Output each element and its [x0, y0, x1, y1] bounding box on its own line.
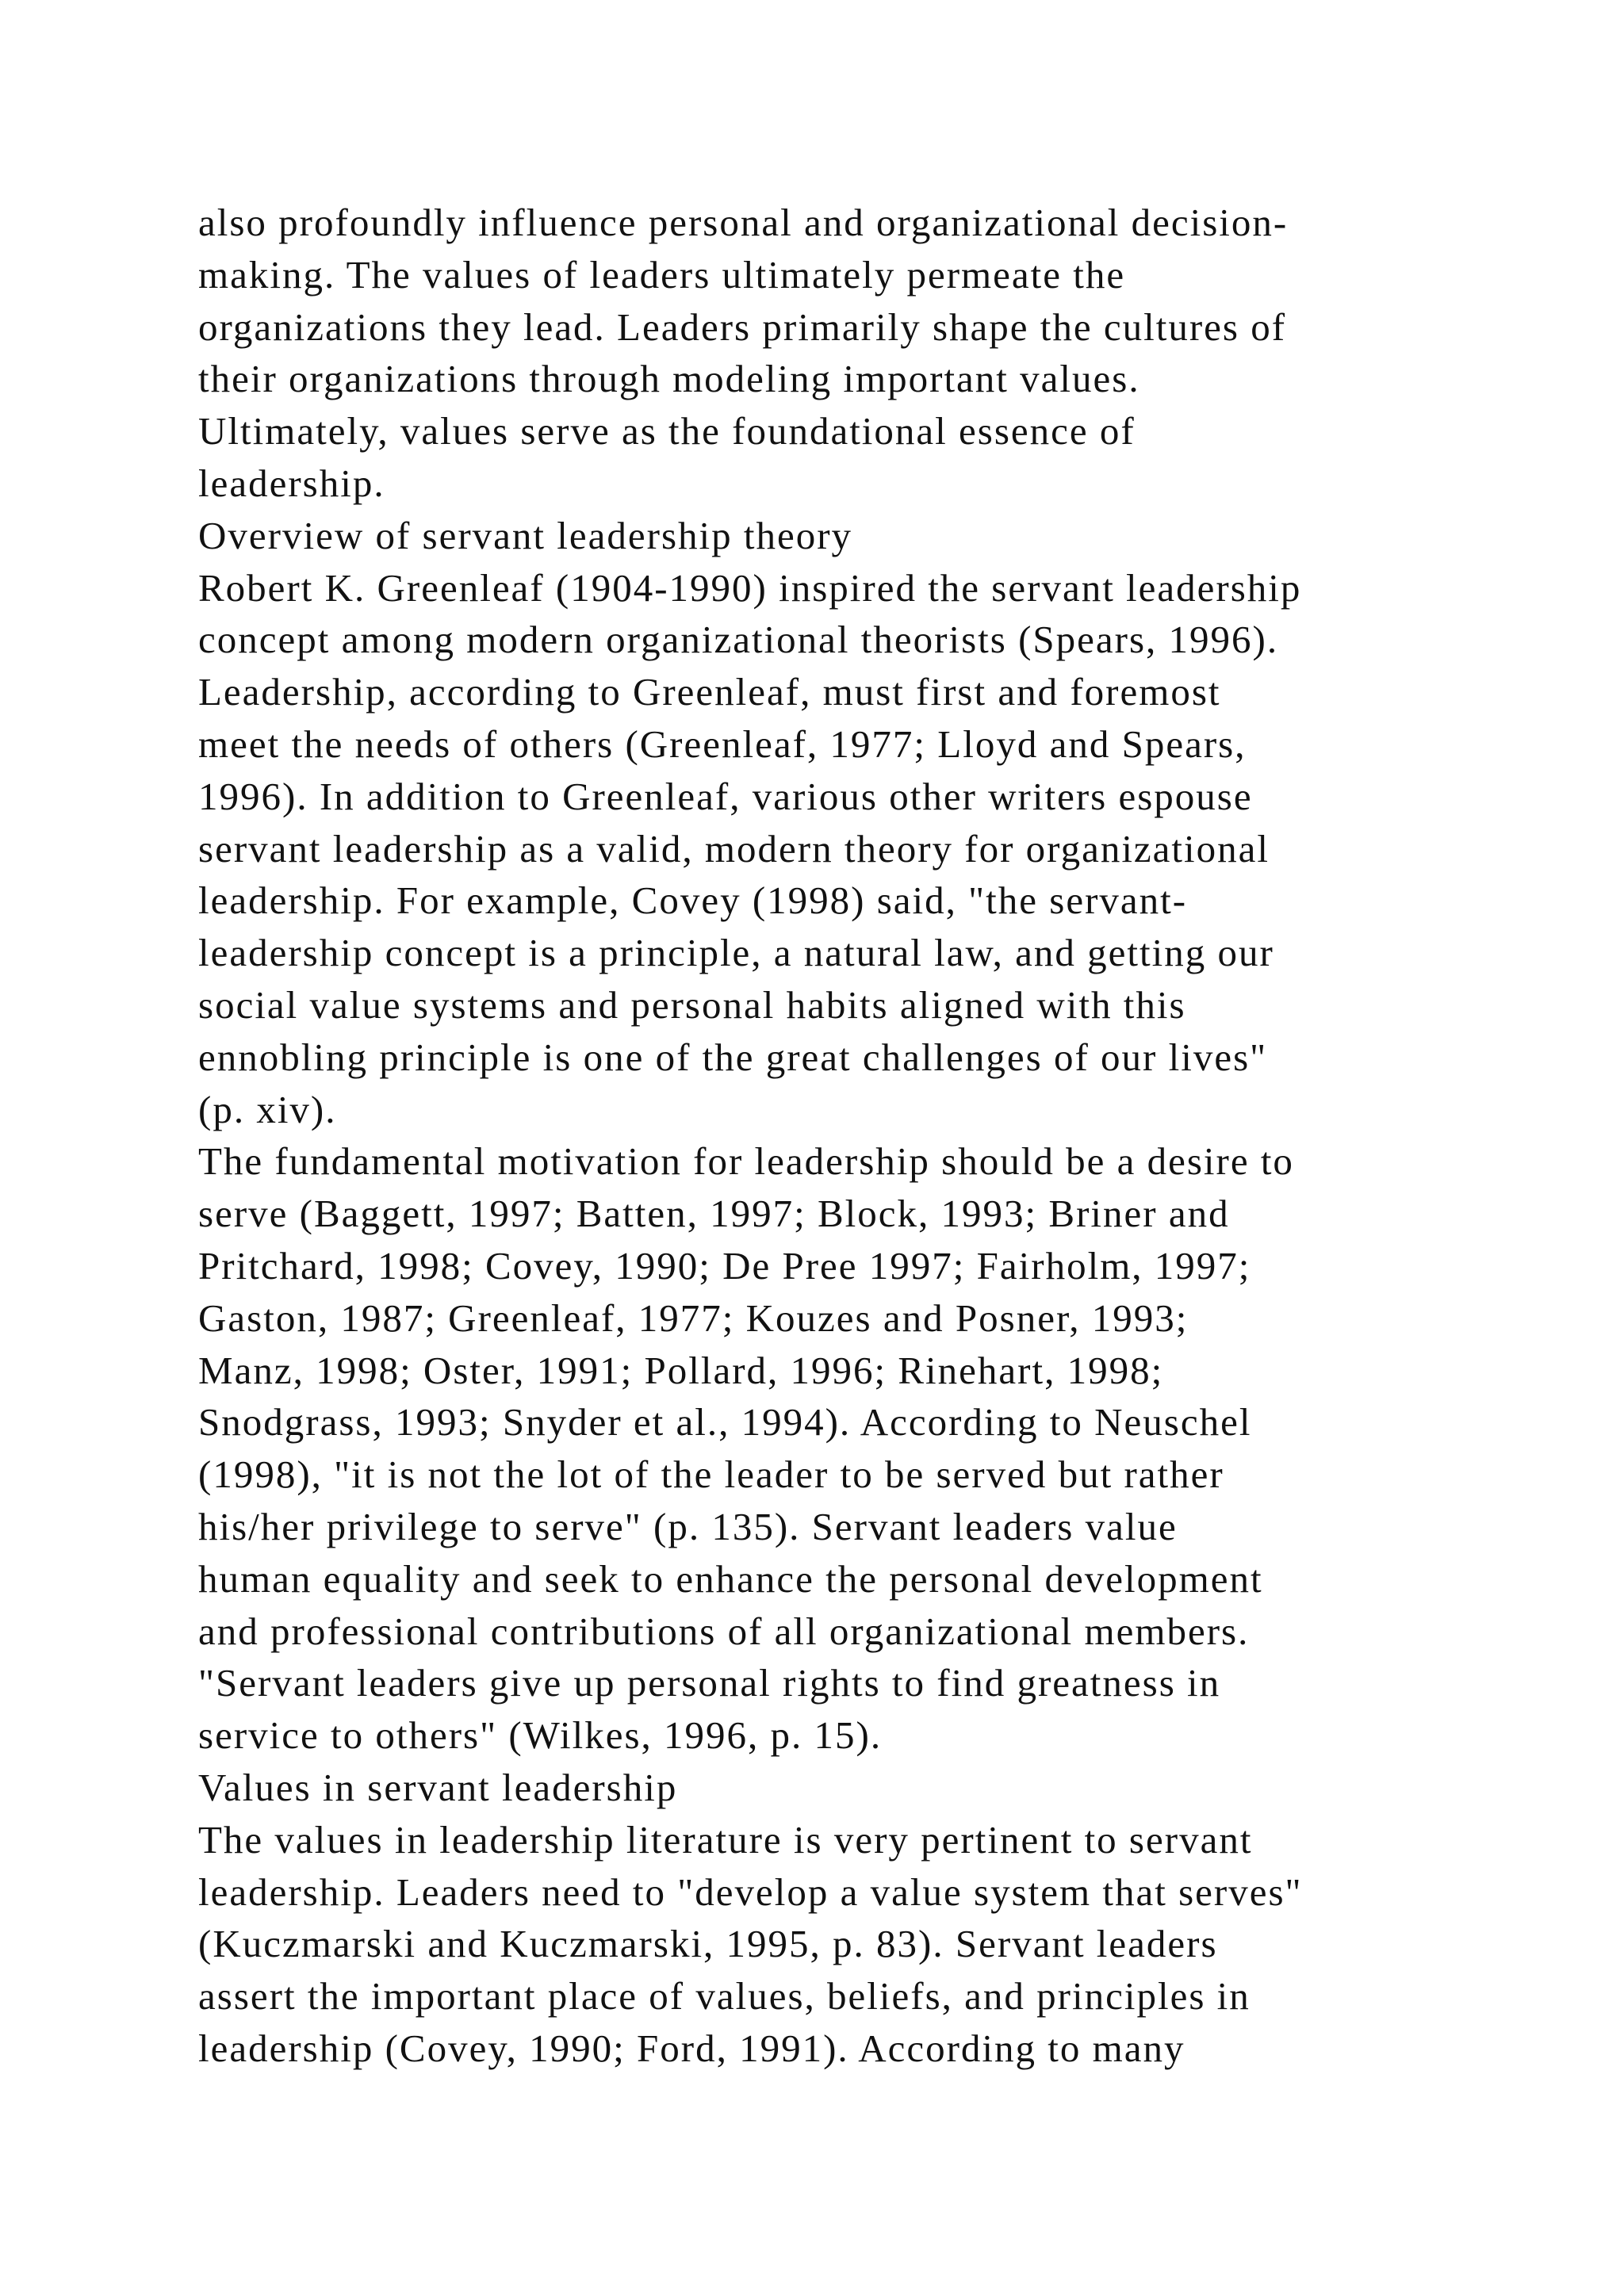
- text-line: ennobling principle is one of the great challenges of our lives": [198, 1035, 1268, 1079]
- text-line: making. The values of leaders ultimately permeate the: [198, 252, 1126, 297]
- text-line: and professional contributions of all organizational members.: [198, 1609, 1250, 1653]
- text-line: (1998), "it is not the lot of the leader to be served but rather: [198, 1452, 1224, 1497]
- text-line: organizations they lead. Leaders primarily shape the cultures of: [198, 304, 1287, 349]
- text-line: Gaston, 1987; Greenleaf, 1977; Kouzes and Posner, 1993;: [198, 1295, 1189, 1340]
- document-page: [198, 197, 1507, 2075]
- text-line: leadership. For example, Covey (1998) said, "the servant-: [198, 878, 1188, 923]
- text-line: "Servant leaders give up personal rights to find greatness in: [198, 1661, 1221, 1705]
- text-line: Pritchard, 1998; Covey, 1990; De Pree 1997; Fairholm, 1997;: [198, 1243, 1251, 1288]
- text-line: leadership.: [198, 461, 385, 505]
- text-line: Leadership, according to Greenleaf, must first and foremost: [198, 670, 1221, 714]
- text-line: Manz, 1998; Oster, 1991; Pollard, 1996; Rinehart, 1998;: [198, 1348, 1164, 1392]
- text-line: The values in leadership literature is very pertinent to servant: [198, 1817, 1253, 1862]
- text-line: service to others" (Wilkes, 1996, p. 15).: [198, 1713, 883, 1758]
- text-line: social value systems and personal habits aligned with this: [198, 982, 1186, 1027]
- text-line: (p. xiv).: [198, 1087, 337, 1131]
- text-line: serve (Baggett, 1997; Batten, 1997; Block, 1993; Briner and: [198, 1192, 1230, 1236]
- text-line: Robert K. Greenleaf (1904-1990) inspired the servant leadership: [198, 565, 1302, 610]
- text-line: Snodgrass, 1993; Snyder et al., 1994). According to Neuschel: [198, 1400, 1252, 1445]
- text-line: leadership (Covey, 1990; Ford, 1991). According to many: [198, 2026, 1185, 2070]
- text-line: 1996). In addition to Greenleaf, various other writers espouse: [198, 774, 1253, 818]
- text-line: concept among modern organizational theorists (Spears, 1996).: [198, 618, 1279, 662]
- text-line: assert the important place of values, beliefs, and principles in: [198, 1974, 1251, 2019]
- text-line: his/her privilege to serve" (p. 135). Servant leaders value: [198, 1504, 1178, 1548]
- text-line: leadership. Leaders need to "develop a value system that serves": [198, 1869, 1303, 1914]
- text-line: The fundamental motivation for leadership should be a desire to: [198, 1139, 1294, 1184]
- text-line: their organizations through modeling important values.: [198, 357, 1140, 401]
- text-line: servant leadership as a valid, modern theory for organizational: [198, 826, 1270, 871]
- section-heading: Values in servant leadership: [198, 1765, 678, 1809]
- text-line: meet the needs of others (Greenleaf, 1977; Lloyd and Spears,: [198, 721, 1247, 766]
- text-line: leadership concept is a principle, a natural law, and getting our: [198, 931, 1274, 975]
- text-line: also profoundly influence personal and organizational decision-: [198, 201, 1289, 244]
- text-line: human equality and seek to enhance the personal development: [198, 1556, 1263, 1601]
- text-line: Ultimately, values serve as the foundational essence of: [198, 409, 1136, 453]
- text-line: (Kuczmarski and Kuczmarski, 1995, p. 83). Servant leaders: [198, 1922, 1218, 1966]
- section-heading: Overview of servant leadership theory: [198, 513, 853, 557]
